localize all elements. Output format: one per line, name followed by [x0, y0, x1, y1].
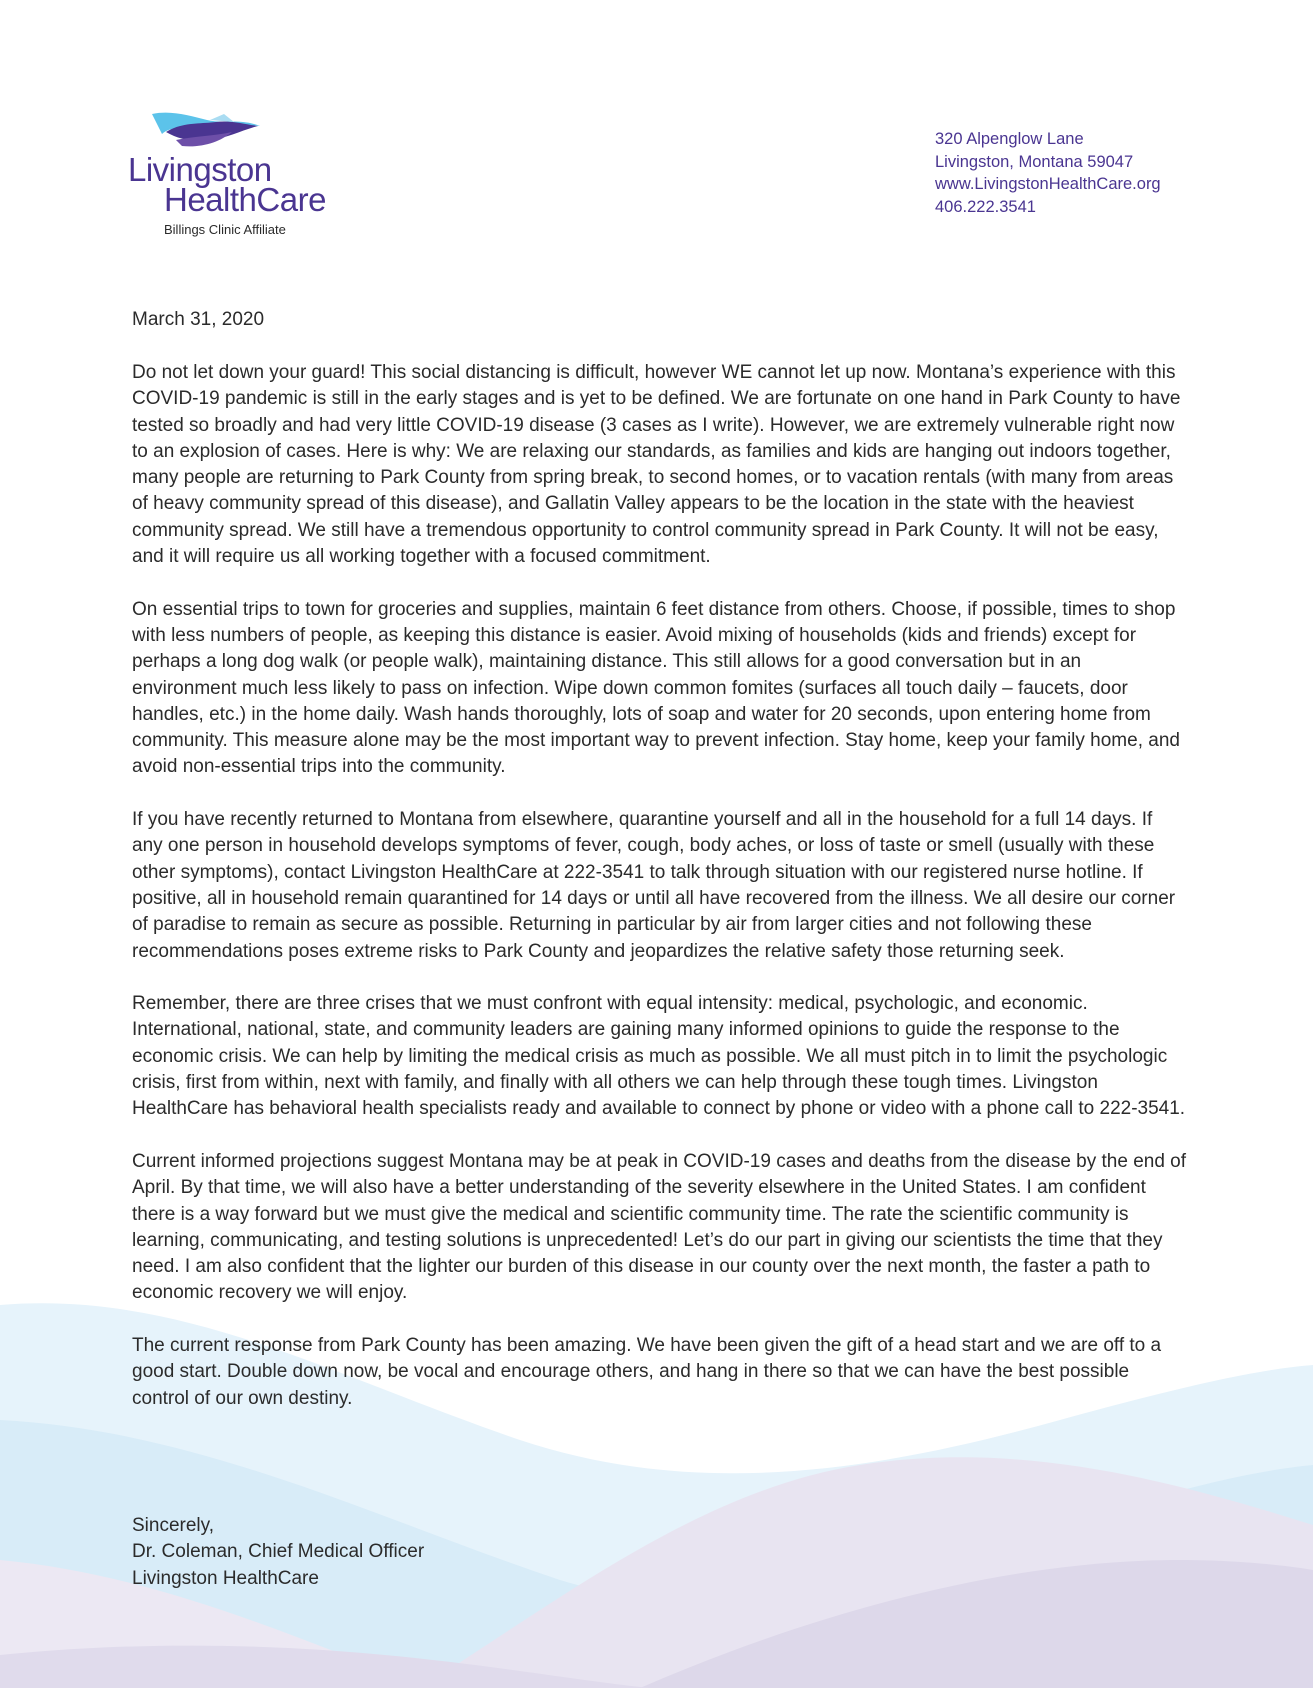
body-paragraph-6: The current response from Park County has been amazing. We have been given the gift of a head start and we are off to a good start. Double down now, be vocal and encourage others, and hang in there so that we can have the best possible control of our own destiny.	[132, 1334, 1162, 1409]
body-paragraph-1: Do not let down your guard! This social distancing is difficult, however WE cannot let up now. Montana’s experience with this COVID-19 pandemic is still in the early stages and is yet to be defined. We are fortunate on one hand in Park County to have tested so broadly and had very little COVID-19 disease (3 cases as I write). However, we are extremely vulnerable right now to an explosion of cases. Here is why: We are relaxing our standards, as families and kids are hanging out indoors together, many people are returning to Park County from spring break, to second homes, or to vacation rentals (with many from areas of heavy community spread of this disease), and Gallatin Valley appears to be the location in the state with the heaviest community spread. We still have a tremendous opportunity to control community spread in Park County. It will not be easy, and it will require us all working together with a focused commitment.	[132, 362, 1181, 568]
logo-name-line2: HealthCare	[164, 181, 326, 218]
letter-signoff	[132, 1513, 424, 1592]
address-phone: 406.222.3541	[935, 197, 1036, 216]
body-paragraph-3: If you have recently returned to Montana from elsewhere, quarantine yourself and all in the household for a full 14 days. If any one person in household develops symptoms of fever, cough, body aches, or loss of taste or smell (usually with these other symptoms), contact Livingston HealthCare at 222-3541 to talk through situation with our registered nurse hotline. If positive, all in household remain quarantined for 14 days or until all have recovered from the illness. We all desire our corner of paradise to remain as secure as possible. Returning in particular by air from larger cities and not following these recommendations poses extreme risks to Park County and jeopardizes the relative safety those returning seek.	[132, 809, 1176, 962]
mountain-wave-logo-icon	[152, 110, 262, 150]
signer-name: Dr. Coleman, Chief Medical Officer	[132, 1541, 425, 1563]
closing: Sincerely,	[132, 1515, 215, 1536]
body-paragraph-4: Remember, there are three crises that we must confront with equal intensity: medical, psychologic, and economic. International, national, state, and community leaders are gaining many informed opinions to guide the response to the economic crisis. We can help by limiting the medical crisis as much as possible. We all must pitch in to limit the psychologic crisis, first from within, next with family, and finally with all others we can help through these tough times. Livingston HealthCare has behavioral health specialists ready and available to connect by phone or video with a phone call to 222-3541.	[132, 993, 1186, 1120]
letter-date: March 31, 2020	[132, 309, 265, 330]
letter-body	[132, 360, 1187, 1438]
address-website: www.LivingstonHealthCare.org	[935, 175, 1161, 193]
livingston-healthcare-logo	[128, 110, 358, 245]
logo-name-line1: Livingston	[128, 151, 272, 188]
letterhead-address	[935, 128, 1161, 218]
logo-tagline: Billings Clinic Affiliate	[164, 222, 286, 237]
address-city: Livingston, Montana 59047	[935, 152, 1134, 171]
body-paragraph-2: On essential trips to town for groceries and supplies, maintain 6 feet distance from others. Choose, if possible, times to shop with less numbers of people, as keeping this distance is easier. Avoid mixing of households (kids and friends) except for perhaps a long dog walk (or people walk), maintaining distance. This still allows for a good conversation but in an environment much less likely to pass on infection. Wipe down common fomites (surfaces all touch daily – faucets, door handles, etc.) in the home daily. Wash hands thoroughly, lots of soap and water for 20 seconds, upon entering home from community. This measure alone may be the most important way to prevent infection. Stay home, keep your family home, and avoid non-essential trips into the community.	[132, 598, 1180, 778]
body-paragraph-5: Current informed projections suggest Montana may be at peak in COVID-19 cases and deaths from the disease by the end of April. By that time, we will also have a better understanding of the severity elsewhere in the United States. I am confident there is a way forward but we must give the medical and scientific community time. The rate the scientific community is learning, communicating, and testing solutions is unprecedented! Let’s do our part in giving our scientists the time that they need. I am also confident that the lighter our burden of this disease in our county over the next month, the faster a path to economic recovery we will enjoy.	[132, 1150, 1187, 1304]
address-street: 320 Alpenglow Lane	[935, 130, 1084, 148]
signer-organization: Livingston HealthCare	[132, 1567, 319, 1589]
